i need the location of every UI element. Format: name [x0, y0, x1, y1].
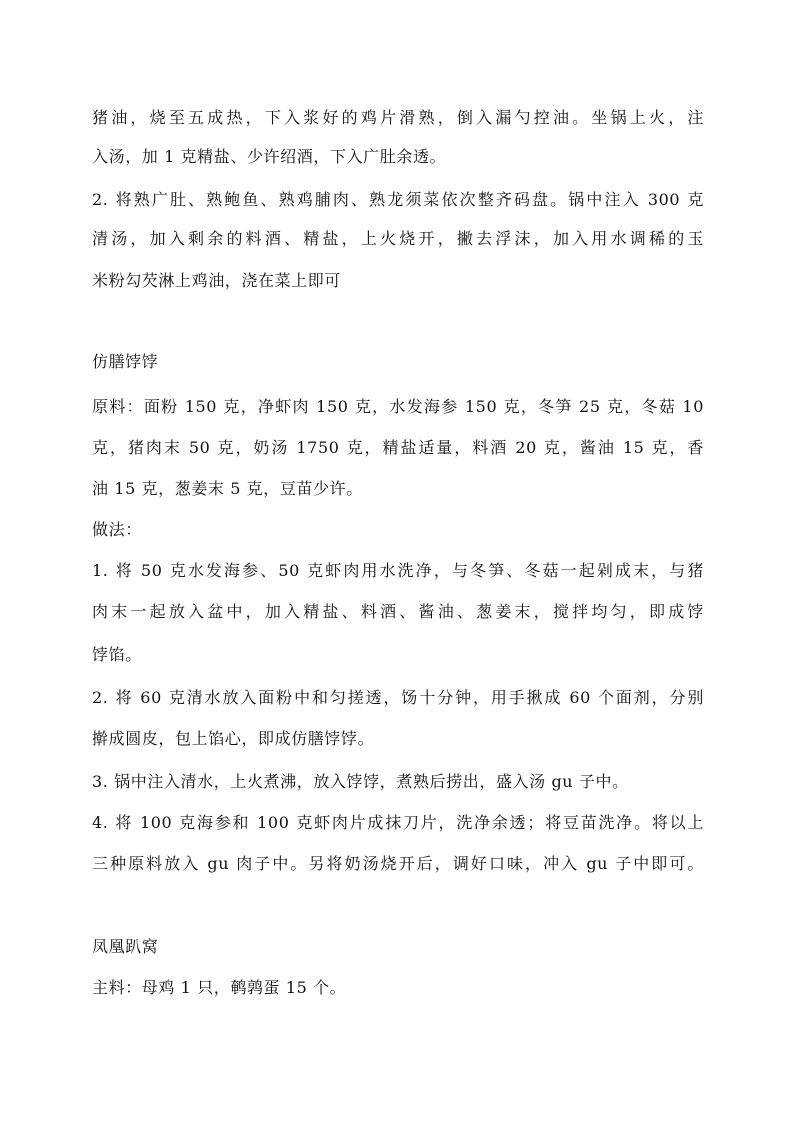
step-2-line: 米粉勾芡淋上鸡油，浇在菜上即可	[92, 271, 342, 290]
step-2-line: 2. 将熟广肚、熟鲍鱼、熟鸡脯肉、熟龙须菜依次整齐码盘。锅中注入 300 克	[92, 190, 704, 209]
ingredients-line: 原料：面粉 150 克，净虾肉 150 克，水发海参 150 克，冬笋 25 克，冬菇 10	[92, 397, 704, 416]
step-2-line: 擀成圆皮，包上馅心，即成仿膳饽饽。	[92, 729, 375, 748]
step-4-line: 三种原料放入 gu 肉子中。另将奶汤烧开后，调好口味，冲入 gu 子中即可。	[92, 854, 704, 873]
step-4-line: 4. 将 100 克海参和 100 克虾肉片成抹刀片，洗净余透；将豆苗洗净。将以上	[92, 813, 704, 832]
method-label: 做法：	[92, 520, 142, 539]
step-3-line: 3. 锅中注入清水，上火煮沸，放入饽饽，煮熟后捞出，盛入汤 gu 子中。	[92, 772, 629, 791]
ingredients-line: 油 15 克，葱姜末 5 克，豆苗少许。	[92, 479, 363, 498]
ingredients-line: 主料：母鸡 1 只，鹌鹑蛋 15 个。	[92, 978, 347, 997]
ingredients-line: 克，猪肉末 50 克，奶汤 1750 克，精盐适量，料酒 20 克，酱油 15 克，香	[92, 438, 704, 457]
recipe-title: 仿膳饽饽	[92, 352, 159, 371]
step-1-line: 1. 将 50 克水发海参、50 克虾肉用水洗净，与冬笋、冬菇一起剁成末，与猪	[92, 561, 704, 580]
step-2-line: 清汤，加入剩余的料酒、精盐，上火烧开，撇去浮沫，加入用水调稀的玉	[92, 229, 704, 248]
text-line: 入汤，加 1 克精盐、少许绍酒，下入广肚余透。	[92, 147, 447, 166]
step-1-line: 饽馅。	[92, 645, 142, 664]
recipe-title: 凤凰趴窝	[92, 937, 159, 956]
text-line: 猪油，烧至五成热，下入浆好的鸡片滑熟，倒入漏勺控油。坐锅上火，注	[92, 108, 704, 127]
step-1-line: 肉末一起放入盆中，加入精盐、料酒、酱油、葱姜末，搅拌均匀，即成饽	[92, 602, 704, 621]
step-2-line: 2. 将 60 克清水放入面粉中和匀搓透，饧十分钟，用手揪成 60 个面剂，分别	[92, 688, 704, 707]
